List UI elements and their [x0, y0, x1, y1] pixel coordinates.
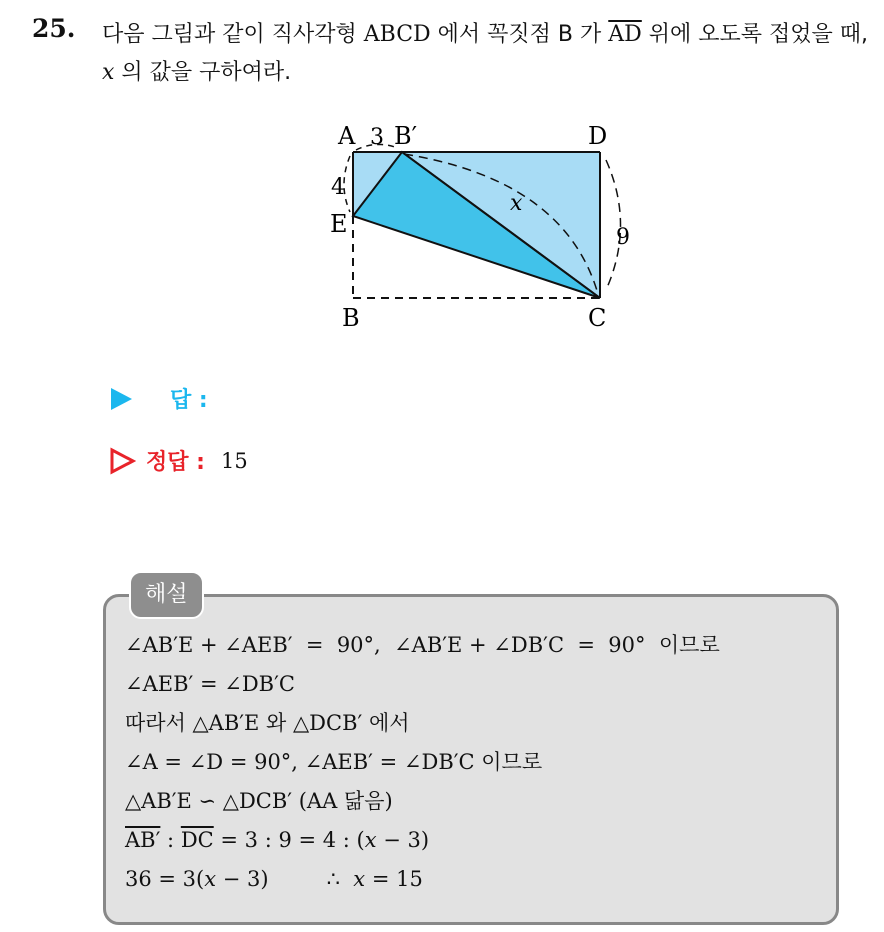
answer-label: 답 : [170, 388, 208, 413]
question-text-2: 에서 꼭짓점 B 가 [430, 22, 609, 47]
folding-figure [310, 110, 650, 335]
label-c: C [588, 304, 607, 332]
solution-line-3: 따라서 △AB′E 와 △DCB′ 에서 [125, 711, 410, 735]
solution-line-2: ∠AEB′ = ∠DB′C [125, 672, 295, 696]
label-b: B [342, 304, 360, 332]
eq-mid: − 3) [216, 867, 269, 891]
correct-answer-row [108, 445, 248, 476]
therefore-symbol: ∴ [326, 867, 354, 891]
label-nine: 9 [616, 225, 630, 250]
label-a: A [338, 122, 356, 150]
question-text [102, 16, 872, 92]
solution-body [125, 626, 835, 899]
solution-line-7 [125, 860, 835, 899]
result-value: = 15 [365, 867, 423, 891]
ratio-rest: = 3 : 9 = 4 : ( [213, 828, 365, 852]
label-four: 4 [331, 175, 345, 200]
solution-line-1: ∠AB′E + ∠AEB′ = 90°, ∠AB′E + ∠DB′C = 90° 이므로 [125, 633, 720, 657]
ratio-end: − 3) [376, 828, 430, 852]
variable-x: x [102, 60, 115, 85]
solution-line-6 [125, 821, 835, 860]
result-variable: x [353, 867, 366, 891]
correct-label: 정답 : [146, 450, 205, 475]
correct-value: 15 [220, 448, 248, 473]
rect-name: ABCD [363, 22, 431, 47]
question-text-4: 의 값을 구하여라. [114, 60, 292, 85]
ratio-separator: : [160, 828, 181, 852]
overline-ab-prime: AB′ [125, 828, 161, 852]
label-b-prime: B′ [394, 122, 418, 150]
overline-dc: $\overline{DC}$ [180, 828, 214, 852]
solution-line-4: ∠A = ∠D = 90°, ∠AEB′ = ∠DB′C 이므로 [125, 750, 543, 774]
answer-arrow-icon [108, 386, 134, 412]
question-text-3: 위에 오도록 접었을 때, [641, 22, 869, 47]
label-three: 3 [370, 125, 384, 150]
ratio-variable: x [364, 828, 377, 852]
question-number: 25. [32, 14, 76, 43]
eq-left: 36 = 3( [125, 867, 205, 891]
label-e: E [330, 210, 348, 238]
label-d: D [588, 122, 608, 150]
label-x: x [510, 191, 523, 216]
solution-line-5: △AB′E ∽ △DCB′ (AA 닮음) [125, 789, 393, 813]
correct-arrow-icon [108, 447, 136, 475]
eq-variable: x [204, 867, 217, 891]
segment-ad: $\overline{AD}$ [608, 22, 642, 47]
question-text-1: 다음 그림과 같이 직사각형 [102, 22, 364, 47]
solution-tag: 해설 [129, 571, 204, 619]
answer-row [108, 383, 208, 414]
